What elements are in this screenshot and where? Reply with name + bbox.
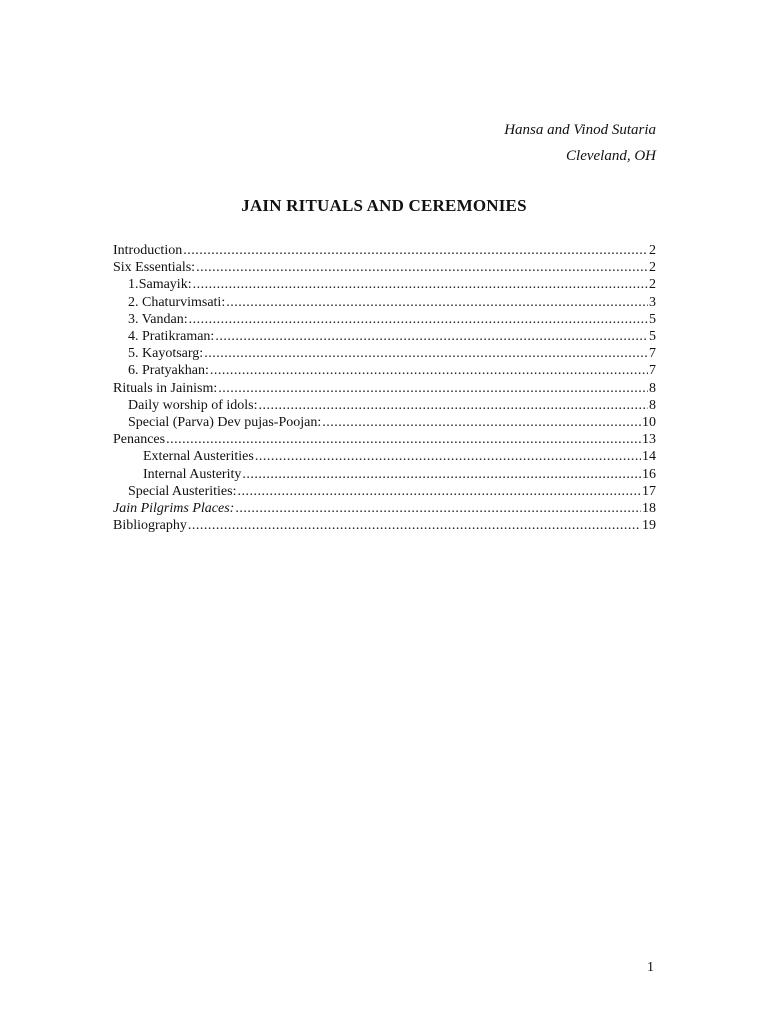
toc-entry-label: Penances: [113, 432, 166, 448]
toc-entry-page: 2: [649, 260, 656, 276]
toc-dot-leader: [215, 328, 648, 345]
toc-entry-six-essentials[interactable]: [113, 259, 656, 276]
toc-entry-page: 10: [642, 415, 656, 431]
document-title: JAIN RITUALS AND CEREMONIES: [241, 196, 527, 215]
toc-entry-label: Rituals in Jainism:: [113, 380, 218, 396]
toc-dot-leader: [183, 242, 648, 259]
toc-entry-jain-pilgrims-places[interactable]: [113, 500, 656, 517]
toc-entry-pratyakhan[interactable]: [113, 362, 656, 379]
toc-entry-label: 6. Pratyakhan:: [128, 363, 209, 379]
toc-entry-label: 3. Vandan:: [128, 311, 188, 327]
toc-entry-label: 4. Pratikraman:: [128, 329, 215, 345]
toc-entry-external-austerities[interactable]: [113, 448, 656, 465]
toc-dot-leader: [196, 259, 648, 276]
toc-dot-leader: [259, 397, 649, 414]
toc-entry-rituals-in-jainism[interactable]: [113, 380, 656, 397]
toc-dot-leader: [226, 294, 648, 311]
toc-entry-pratikraman[interactable]: [113, 328, 656, 345]
toc-entry-internal-austerity[interactable]: [113, 466, 656, 483]
toc-entry-page: 8: [649, 380, 656, 396]
author-location: Cleveland, OH: [566, 148, 656, 164]
toc-entry-label: External Austerities: [143, 449, 254, 465]
toc-entry-samayik[interactable]: [113, 276, 656, 293]
toc-entry-page: 5: [649, 329, 656, 345]
toc-entry-page: 14: [642, 449, 656, 465]
toc-entry-label: Special (Parva) Dev pujas-Poojan:: [128, 415, 322, 431]
toc-entry-page: 18: [642, 501, 656, 517]
toc-entry-kayotsarg[interactable]: [113, 345, 656, 362]
toc-entry-label: Internal Austerity: [143, 466, 242, 482]
toc-entry-label: 5. Kayotsarg:: [128, 346, 204, 362]
toc-entry-vandan[interactable]: [113, 311, 656, 328]
toc-entry-bibliography[interactable]: [113, 517, 656, 534]
toc-entry-page: 3: [649, 294, 656, 310]
toc-entry-label: Daily worship of idols:: [128, 397, 258, 413]
toc-entry-page: 19: [642, 518, 656, 534]
toc-entry-daily-worship[interactable]: [113, 397, 656, 414]
toc-dot-leader: [322, 414, 641, 431]
toc-dot-leader: [255, 448, 641, 465]
toc-entry-label: Bibliography: [113, 518, 187, 534]
toc-entry-penances[interactable]: [113, 431, 656, 448]
toc-dot-leader: [188, 517, 641, 534]
toc-entry-number: 1.: [128, 277, 139, 293]
toc-entry-label: 2. Chaturvimsati:: [128, 294, 226, 310]
toc-entry-special-dev-pujas[interactable]: [113, 414, 656, 431]
toc-entry-page: 7: [649, 346, 656, 362]
author-block: [504, 117, 656, 169]
toc-dot-leader: [210, 362, 648, 379]
toc-dot-leader: [237, 483, 641, 500]
toc-entry-label: Samayik:: [138, 277, 192, 293]
toc-dot-leader: [193, 276, 648, 293]
toc-entry-introduction[interactable]: [113, 242, 656, 259]
toc-entry-label: Jain Pilgrims Places:: [113, 501, 235, 517]
toc-entry-special-austerities[interactable]: [113, 483, 656, 500]
toc-entry-label: Six Essentials:: [113, 260, 196, 276]
toc-entry-label: Special Austerities:: [128, 483, 237, 499]
toc-dot-leader: [235, 500, 641, 517]
toc-dot-leader: [189, 311, 648, 328]
toc-entry-label: Introduction: [113, 243, 183, 258]
toc-entry-chaturvimsati[interactable]: [113, 294, 656, 311]
toc-dot-leader: [166, 431, 641, 448]
toc-entry-page: 2: [649, 277, 656, 293]
toc-dot-leader: [218, 380, 648, 397]
page-number: 1: [647, 960, 654, 975]
toc-entry-page: 5: [649, 311, 656, 327]
toc-entry-page: 7: [649, 363, 656, 379]
toc-entry-page: 8: [649, 397, 656, 413]
author-names: Hansa and Vinod Sutaria: [504, 122, 656, 138]
toc-entry-page: 17: [642, 483, 656, 499]
toc-entry-page: 13: [642, 432, 656, 448]
table-of-contents: [113, 242, 656, 534]
toc-dot-leader: [242, 466, 641, 483]
toc-entry-page: 2: [649, 243, 656, 258]
toc-dot-leader: [204, 345, 648, 362]
toc-entry-page: 16: [642, 466, 656, 482]
